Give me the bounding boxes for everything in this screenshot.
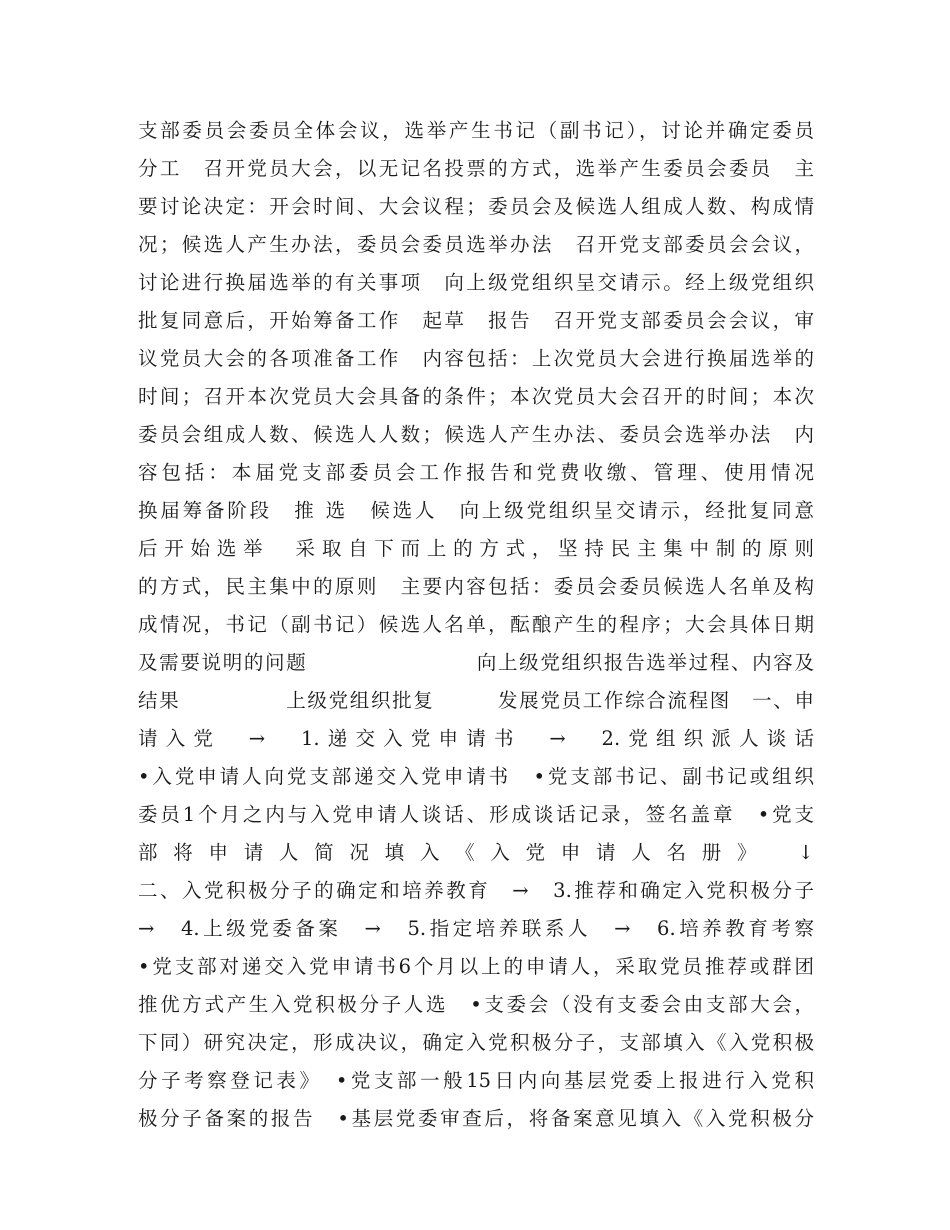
text-line: 及需要说明的问题 向上级党组织报告选举过程、内容及 (138, 651, 814, 674)
text-line: 况；候选人产生办法，委员会委员选举办法 召开党支部委员会会议， (138, 233, 814, 256)
text-line: •入党申请人向党支部递交入党申请书 •党支部书记、副书记或组织 (138, 765, 814, 788)
text-line: 委员会组成人数、候选人人数；候选人产生办法、委员会选举办法 内 (138, 423, 814, 446)
text-line: 换届筹备阶段 推 选 候选人 向上级党组织呈交请示，经批复同意 (138, 499, 814, 522)
text-line: 要讨论决定：开会时间、大会议程；委员会及候选人组成人数、构成情 (138, 195, 814, 218)
text-line: 的方式，民主集中的原则 主要内容包括：委员会委员候选人名单及构 (138, 575, 814, 598)
text-line: → 4.上级党委备案 → 5.指定培养联系人 → 6.培养教育考察 (138, 917, 814, 940)
text-line: 后开始选举 采取自下而上的方式，坚持民主集中制的原则 (138, 537, 814, 560)
text-line: 下同）研究决定，形成决议，确定入党积极分子，支部填入《入党积极 (138, 1031, 814, 1054)
text-line: 议党员大会的各项准备工作 内容包括：上次党员大会进行换届选举的 (138, 347, 814, 370)
text-line: 结果 上级党组织批复 发展党员工作综合流程图 一、申 (138, 689, 814, 712)
text-line: 极分子备案的报告 •基层党委审查后，将备案意见填入《入党积极分 (138, 1107, 814, 1130)
document-page (138, 112, 814, 1138)
text-line: 批复同意后，开始筹备工作 起草 报告 召开党支部委员会会议，审 (138, 309, 814, 332)
text-line: 讨论进行换届选举的有关事项 向上级党组织呈交请示。经上级党组织 (138, 271, 814, 294)
text-line: 容包括：本届党支部委员会工作报告和党费收缴、管理、使用情况 (138, 461, 814, 484)
text-line: 分子考察登记表》 •党支部一般15日内向基层党委上报进行入党积 (138, 1069, 814, 1092)
text-line: •党支部对递交入党申请书6个月以上的申请人，采取党员推荐或群团 (138, 955, 814, 978)
text-line: 委员1个月之内与入党申请人谈话、形成谈话记录，签名盖章 •党支 (138, 803, 814, 826)
text-line: 支部委员会委员全体会议，选举产生书记（副书记），讨论并确定委员 (138, 119, 814, 142)
text-line: 部将申请人简况填入《入党申请人名册》 ↓ (138, 841, 814, 864)
text-line: 请入党 → 1.递交入党申请书 → 2.党组织派人谈话 (138, 727, 814, 750)
text-line: 二、入党积极分子的确定和培养教育 → 3.推荐和确定入党积极分子 (138, 879, 814, 902)
text-line: 成情况，书记（副书记）候选人名单，酝酿产生的程序；大会具体日期 (138, 613, 814, 636)
text-line: 推优方式产生入党积极分子人选 •支委会（没有支委会由支部大会， (138, 993, 814, 1016)
text-line: 时间；召开本次党员大会具备的条件；本次党员大会召开的时间；本次 (138, 385, 814, 408)
text-line: 分工 召开党员大会，以无记名投票的方式，选举产生委员会委员 主 (138, 157, 814, 180)
